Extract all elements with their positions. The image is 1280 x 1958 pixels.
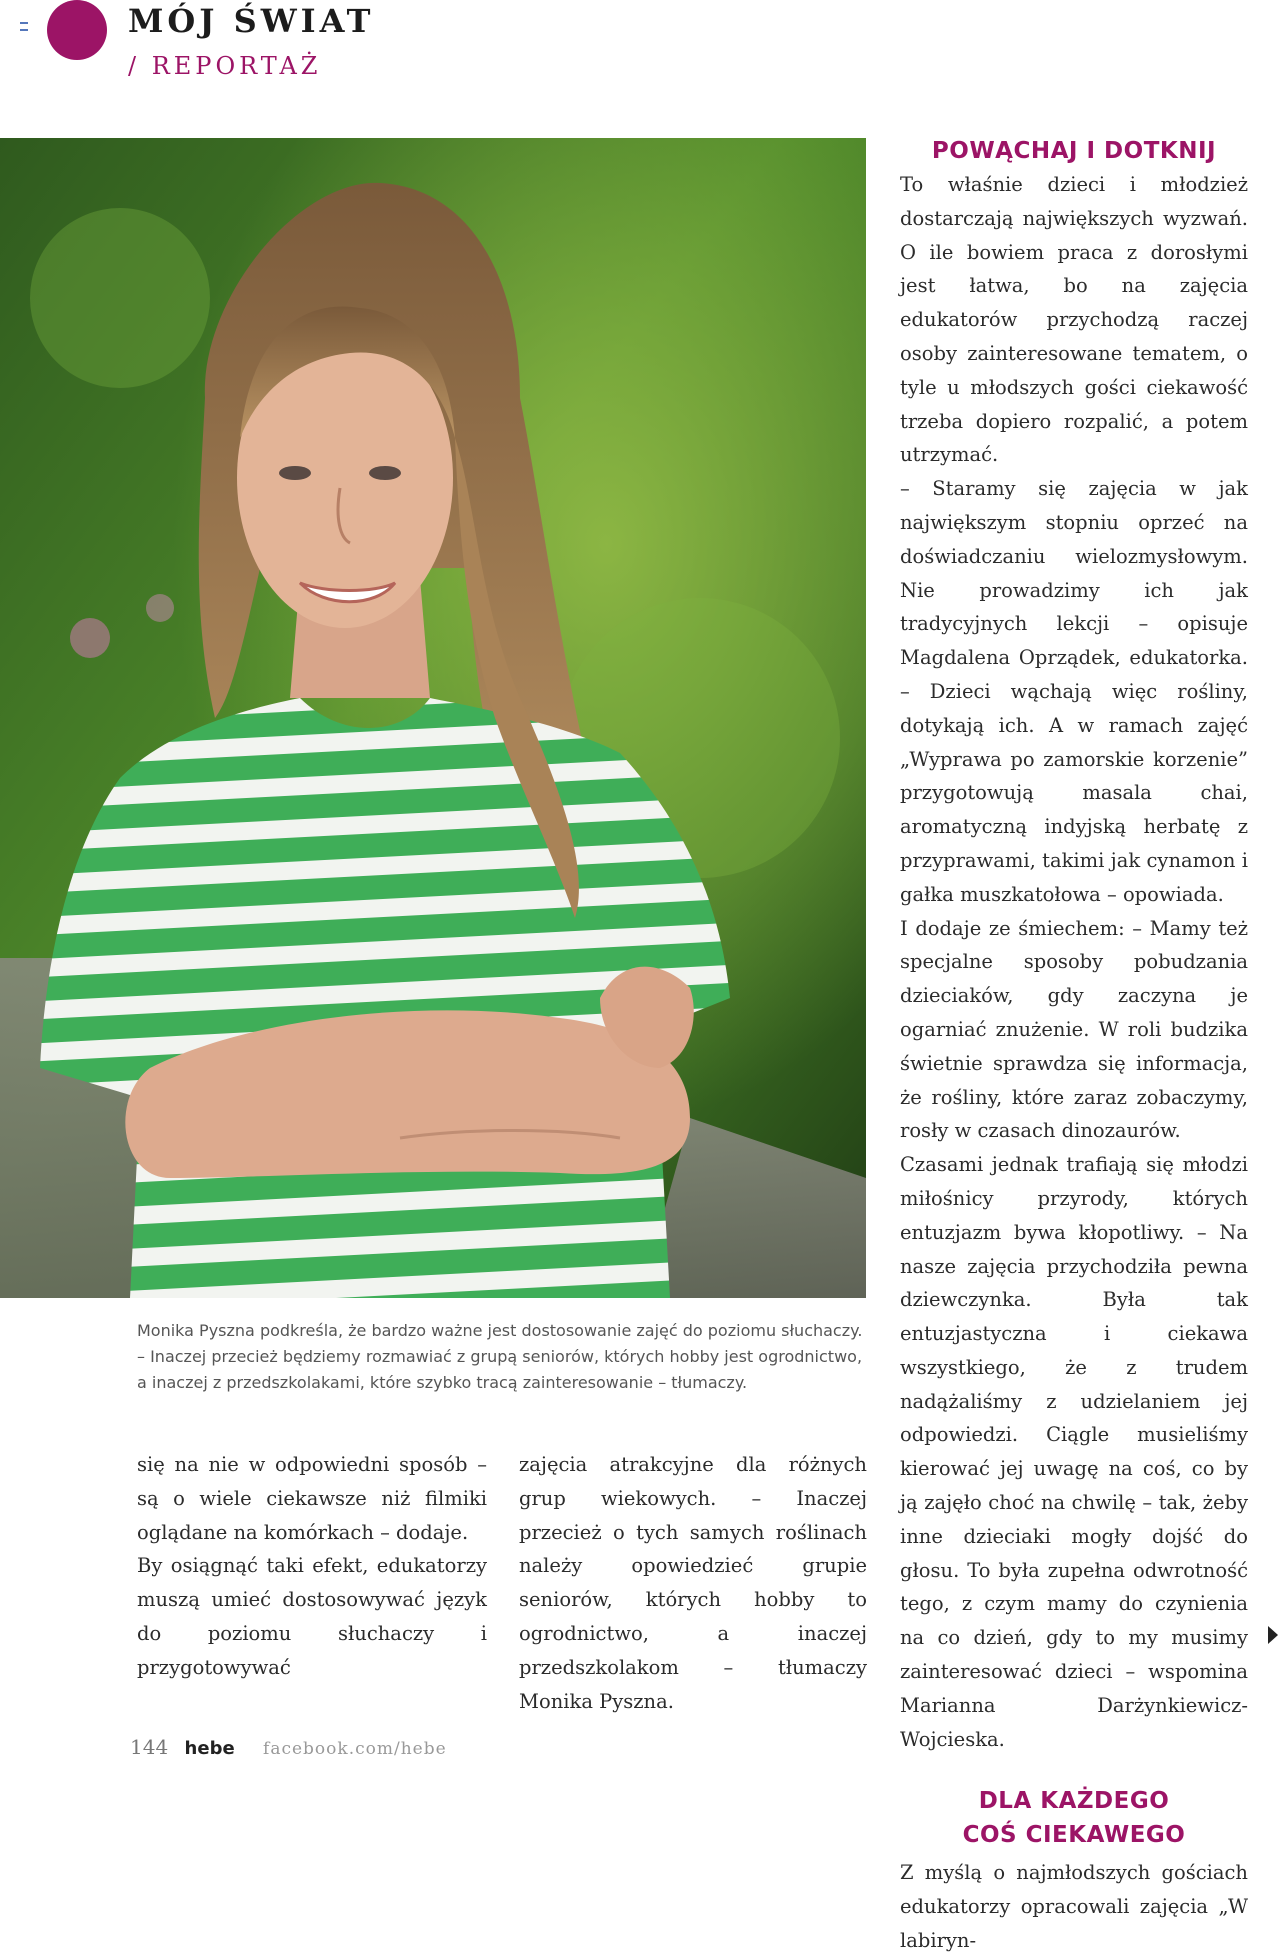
article-column-left (137, 1448, 487, 1685)
paragraph: zajęcia atrakcyjne dla różnych grup wiekowych. – Inaczej przecież o tych samych roślinach należy opowiedzieć grupie seniorów, których hobby to ogrodnictwo, a inaczej przedszkolakom – tłumaczy Monika Pyszna. (519, 1453, 867, 1713)
section-title: MÓJ ŚWIAT (128, 2, 375, 40)
subheading-line: COŚ CIEKAWEGO (962, 1822, 1186, 1849)
subheading-smell-touch: POWĄCHAJ I DOTKNIJ (931, 138, 1217, 164)
article-column-right (900, 134, 1248, 1958)
brand-logo: hebe (184, 1738, 235, 1759)
article-column-middle (519, 1448, 867, 1718)
paragraph: – Staramy się zajęcia w jak największym stopniu oprzeć na doświadczaniu wielozmysłowym. Nie prowadzimy ich jak tradycyjnych lekcji – opisuje Magdalena Oprządek, edukatorka. – Dzieci wąchają więc rośliny, dotykają ich. A w ramach zajęć „Wyprawa po zamorskie korzenie” przygotowują masala chai, aromatyczną indyjską herbatę z przyprawami, takimi jak cynamon i gałka muszkatołowa – opowiada. (900, 477, 1248, 906)
section-dot-icon (47, 0, 107, 60)
page-footer (130, 1735, 447, 1759)
paragraph: I dodaje ze śmiechem: – Mamy też specjalne sposoby pobudzania dzieciaków, gdy zaczyna je ogarniać znużenie. W roli budzika świetnie sprawdza się informacja, że rośliny, które zaraz zobaczymy, rosły w czasach dinozaurów. (900, 916, 1248, 1143)
page-number: 144 (130, 1735, 169, 1759)
paragraph: By osiągnąć taki efekt, edukatorzy muszą umieć dostosowywać język do poziomu słuchaczy i przygotowywać (137, 1554, 487, 1679)
social-link: facebook.com/hebe (263, 1739, 447, 1759)
paragraph: To właśnie dzieci i młodzież dostarczają największych wyzwań. O ile bowiem praca z dorosłymi jest łatwa, bo na zajęcia edukatorów przychodzą raczej osoby zainteresowane tematem, o tyle u młodszych gości ciekawość trzeba dopiero rozpalić, a potem utrzymać. (900, 173, 1248, 467)
subheading-line: DLA KAŻDEGO (978, 1788, 1170, 1815)
paragraph: Z myślą o najmłodszych gościach edukatorzy opracowali zajęcia „W labiryn- (900, 1861, 1248, 1953)
paragraph: się na nie w odpowiedni sposób – są o wiele ciekawsze niż filmiki oglądane na komórkach – dodaje. (137, 1453, 487, 1544)
subheading-for-everyone (900, 1784, 1248, 1852)
section-subtitle: / REPORTAŻ (128, 52, 322, 80)
corner-mark (20, 22, 28, 31)
continue-arrow-icon (1268, 1626, 1278, 1644)
paragraph: Czasami jednak trafiają się młodzi miłośnicy przyrody, których entuzjazm bywa kłopotliwy. – Na nasze zajęcia przychodziła pewna dziewczynka. Była tak entuzjastyczna i ciekawa wszystkiego, że z trudem nadążaliśmy z udzielaniem jej odpowiedzi. Ciągle musieliśmy kierować jej uwagę na coś, co by ją zajęło choć na chwilę – tak, żeby inne dzieciaki mogły dojść do głosu. To była zupełna odwrotność tego, z czym mamy do czynienia na co dzień, gdy to my musimy zainteresować dzieci – wspomina Marianna Darżynkiewicz-Wojcieska. (900, 1153, 1248, 1751)
portrait-photo (0, 138, 866, 1298)
photo-caption: Monika Pyszna podkreśla, że bardzo ważne jest dostosowanie zajęć do poziomu słuchaczy. – Inaczej przecież będziemy rozmawiać z grupą seniorów, których hobby jest ogrodnictwo, a inaczej z przedszkolakami, które szybko tracą zainteresowanie – tłumaczy. (137, 1321, 863, 1392)
